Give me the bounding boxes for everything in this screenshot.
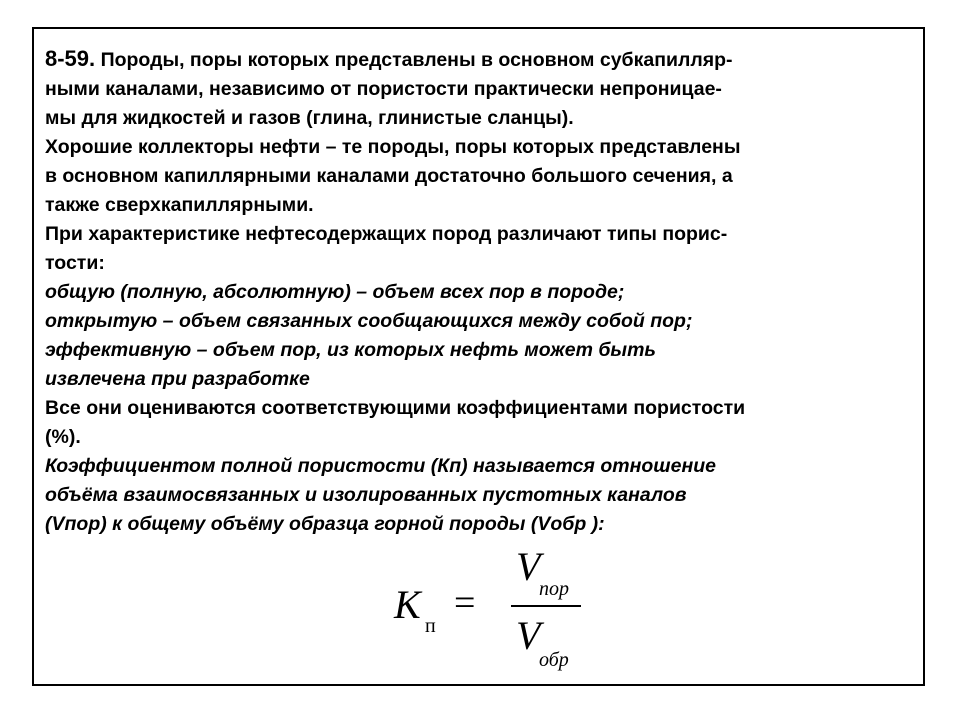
text-line: (%). <box>45 426 81 448</box>
text-line: При характеристике нефтесодержащих пород различают типы порис- <box>45 223 728 245</box>
formula-lhs: К <box>394 582 421 627</box>
formula-equals: = <box>454 582 476 624</box>
italic-line: Коэффициентом полной пористости (Кп) называется отношение <box>45 455 716 477</box>
text-line: также сверхкапиллярными. <box>45 194 314 216</box>
text-line: тости: <box>45 252 105 274</box>
text-segment: Породы, поры которых представлены в основном субкапилляр- <box>95 49 733 71</box>
text-line <box>45 44 913 75</box>
text-line: ными каналами, независимо от пористости практически непроницае- <box>45 78 722 100</box>
italic-line: (Vпор) к общему объёму образца горной породы (Vобр ): <box>45 513 605 535</box>
text-line: Хорошие коллекторы нефти – те породы, поры которых представлены <box>45 136 741 158</box>
formula-lhs-subscript: п <box>425 615 436 637</box>
italic-line: открытую – объем связанных сообщающихся между собой пор; <box>45 310 693 332</box>
italic-line: объёма взаимосвязанных и изолированных пустотных каналов <box>45 484 687 506</box>
italic-line: извлечена при разработке <box>45 368 310 390</box>
slide-text <box>45 44 913 539</box>
fraction-bar <box>511 605 581 607</box>
formula-denominator: V <box>516 613 541 658</box>
text-line: мы для жидкостей и газов (глина, глинистые сланцы). <box>45 107 574 129</box>
text-line: в основном капиллярными каналами достаточно большого сечения, а <box>45 165 733 187</box>
formula-denominator-subscript: обр <box>539 649 569 671</box>
italic-line: эффективную – объем пор, из которых нефть может быть <box>45 339 656 361</box>
formula-numerator-subscript: пор <box>539 578 569 600</box>
porosity-formula <box>394 544 594 671</box>
text-line: Все они оцениваются соответствующими коэффициентами пористости <box>45 397 746 419</box>
item-number: 8-59. <box>45 46 96 71</box>
slide-frame <box>32 27 925 686</box>
formula-numerator: V <box>516 544 541 589</box>
italic-line: общую (полную, абсолютную) – объем всех пор в породе; <box>45 281 625 303</box>
